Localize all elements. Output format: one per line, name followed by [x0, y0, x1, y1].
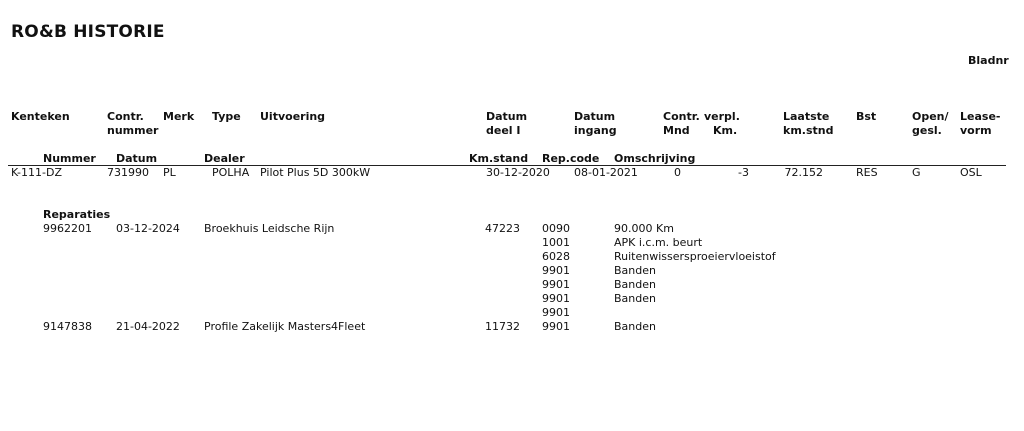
vehicle-type: POLHA: [212, 166, 250, 179]
subheader-nummer: Nummer: [43, 152, 96, 165]
header-datum-deel-1: Datum: [486, 110, 528, 123]
repair-dealer: Broekhuis Leidsche Rijn: [204, 222, 335, 235]
header-lease-1: Lease-: [960, 110, 1001, 123]
vehicle-datum-deel: 30-12-2020: [486, 166, 550, 179]
header-contr-mnd-1: Contr.: [663, 110, 700, 123]
repair-line-code: 9901: [542, 264, 570, 277]
vehicle-uitvoering: Pilot Plus 5D 300kW: [260, 166, 371, 179]
vehicle-verpl-km: -3: [738, 166, 749, 179]
header-laatste-2: km.stnd: [783, 124, 834, 137]
vehicle-datum-ingang: 08-01-2021: [574, 166, 638, 179]
repair-nummer: 9147838: [43, 320, 92, 333]
page-title: RO&B HISTORIE: [11, 22, 165, 42]
subheader-dealer: Dealer: [204, 152, 245, 165]
repair-nummer: 9962201: [43, 222, 92, 235]
header-contr-nummer-2: nummer: [107, 124, 159, 137]
vehicle-lease-vorm: OSL: [960, 166, 982, 179]
repair-kmstand: 11732: [485, 320, 520, 333]
header-datum-ingang-2: ingang: [574, 124, 617, 137]
header-contr-mnd-2: Mnd: [663, 124, 690, 137]
subheader-omschrijving: Omschrijving: [614, 152, 696, 165]
header-contr-nummer-1: Contr.: [107, 110, 144, 123]
header-verpl-km-2: Km.: [713, 124, 738, 137]
header-open-2: gesl.: [912, 124, 942, 137]
repair-line-code: 6028: [542, 250, 570, 263]
repair-line-desc: Banden: [614, 320, 656, 333]
header-open-1: Open/: [912, 110, 949, 123]
vehicle-kenteken: K-111-DZ: [11, 166, 62, 179]
header-kenteken: Kenteken: [11, 110, 70, 123]
repair-line-desc: Banden: [614, 278, 656, 291]
vehicle-open-gesl: G: [912, 166, 921, 179]
repair-dealer: Profile Zakelijk Masters4Fleet: [204, 320, 366, 333]
repair-line-code: 0090: [542, 222, 570, 235]
repair-line-desc: Banden: [614, 264, 656, 277]
repair-line-code: 9901: [542, 278, 570, 291]
bladnr-label: Bladnr: [968, 54, 1009, 67]
header-uitvoering: Uitvoering: [260, 110, 326, 123]
header-laatste-1: Laatste: [783, 110, 830, 123]
repair-line-code: 1001: [542, 236, 570, 249]
subheader-kmstand: Km.stand: [469, 152, 529, 165]
repair-datum: 03-12-2024: [116, 222, 180, 235]
repair-line-desc: APK i.c.m. beurt: [614, 236, 703, 249]
vehicle-contr-nummer: 731990: [107, 166, 149, 179]
reparaties-label: Reparaties: [43, 208, 111, 221]
header-datum-ingang-1: Datum: [574, 110, 616, 123]
vehicle-merk: PL: [163, 166, 176, 179]
repair-kmstand: 47223: [485, 222, 520, 235]
repair-line-desc: Ruitenwissersproeiervloeistof: [614, 250, 776, 263]
vehicle-bst: RES: [856, 166, 878, 179]
repair-line-code: 9901: [542, 292, 570, 305]
repair-line-desc: 90.000 Km: [614, 222, 674, 235]
repair-line-code: 9901: [542, 306, 570, 319]
subheader-repcode: Rep.code: [542, 152, 600, 165]
header-merk: Merk: [163, 110, 195, 123]
repair-line-code: 9901: [542, 320, 570, 333]
subheader-datum: Datum: [116, 152, 158, 165]
vehicle-laatste-kmstnd: 72.152: [784, 166, 823, 179]
repair-datum: 21-04-2022: [116, 320, 180, 333]
repair-line-desc: Banden: [614, 292, 656, 305]
header-lease-2: vorm: [960, 124, 992, 137]
header-type: Type: [212, 110, 241, 123]
vehicle-contr-mnd: 0: [674, 166, 681, 179]
header-datum-deel-2: deel I: [486, 124, 521, 137]
header-bst: Bst: [856, 110, 877, 123]
header-verpl-km-1: verpl.: [704, 110, 740, 123]
